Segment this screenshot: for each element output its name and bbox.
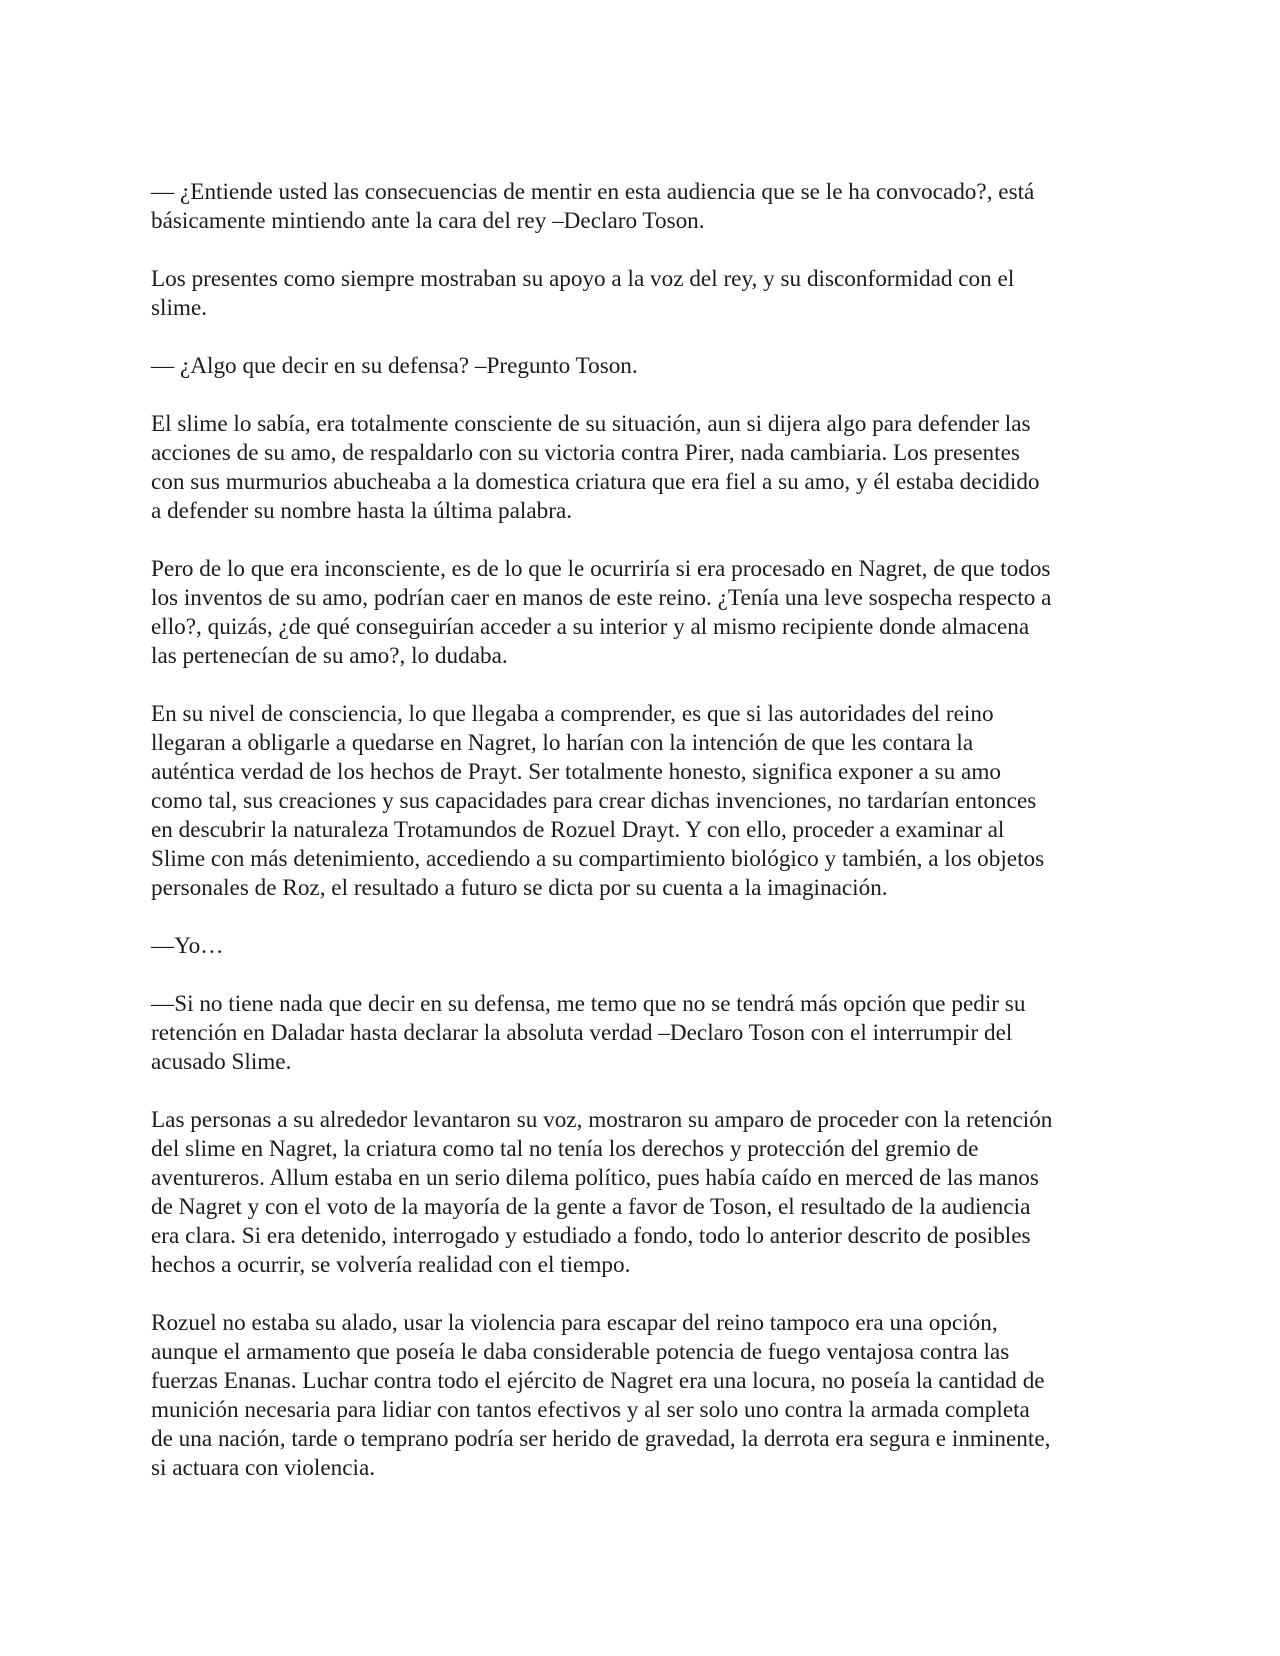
paragraph-accusation: — ¿Entiende usted las consecuencias de mentir en esta audiencia que se le ha convocado?, está básicamente mintiendo ante la cara del rey –Declaro Toson.: [151, 179, 1035, 234]
paragraph-defense-question: — ¿Algo que decir en su defensa? –Pregunto Toson.: [151, 353, 638, 379]
body-text: [151, 178, 1136, 1512]
paragraph-retention-request: —Si no tiene nada que decir en su defensa, me temo que no se tendrá más opción que pedir su retención en Daladar hasta declarar la absoluta verdad –Declaro Toson con el interrumpir del acusado Slime.: [151, 991, 1026, 1075]
paragraph-slime-reply: —Yo…: [151, 933, 224, 959]
paragraph-inventions-risk: Pero de lo que era inconsciente, es de lo que le ocurriría si era procesado en Nagret, de que todos los inventos de su amo, podrían caer en manos de este reino. ¿Tenía una leve sospecha respecto a ello?, quizás, ¿de qué conseguirían acceder a su interior y al mismo recipiente donde almacena las pertenecían de su amo?, lo dudaba.: [151, 556, 1052, 669]
paragraph-consciousness: En su nivel de consciencia, lo que llegaba a comprender, es que si las autoridades del reino llegaran a obligarle a quedarse en Nagret, lo harían con la intención de que les contara la auténtica verdad de los hechos de Prayt. Ser totalmente honesto, significa exponer a su amo como tal, sus creaciones y sus capacidades para crear dichas invenciones, no tardarían entonces en descubrir la naturaleza Trotamundos de Rozuel Drayt. Y con ello, proceder a examinar al Slime con más detenimiento, accediendo a su compartimiento biológico y también, a los objetos personales de Roz, el resultado a futuro se dicta por su cuenta a la imaginación.: [151, 701, 1045, 901]
paragraph-political-dilemma: Las personas a su alrededor levantaron su voz, mostraron su amparo de proceder con la retención del slime en Nagret, la criatura como tal no tenía los derechos y protección del gremio de aventureros. Allum estaba en un serio dilema político, pues había caído en merced de las manos de Nagret y con el voto de la mayoría de la gente a favor de Toson, el resultado de la audiencia era clara. Si era detenido, interrogado y estudiado a fondo, todo lo anterior descrito de posibles hechos a ocurrir, se volvería realidad con el tiempo.: [151, 1107, 1053, 1278]
paragraph-slime-awareness: El slime lo sabía, era totalmente consciente de su situación, aun si dijera algo para defender las acciones de su amo, de respaldarlo con su victoria contra Pirer, nada cambiaria. Los presentes con sus murmurios abucheaba a la domestica criatura que era fiel a su amo, y él estaba decidido a defender su nombre hasta la última palabra.: [151, 411, 1040, 524]
paragraph-audience-reaction: Los presentes como siempre mostraban su apoyo a la voz del rey, y su disconformidad con el slime.: [151, 266, 1015, 321]
paragraph-violence-option: Rozuel no estaba su alado, usar la violencia para escapar del reino tampoco era una opción, aunque el armamento que poseía le daba considerable potencia de fuego ventajosa contra las fuerzas Enanas. Luchar contra todo el ejército de Nagret era una locura, no poseía la cantidad de munición necesaria para lidiar con tantos efectivos y al ser solo uno contra la armada completa de una nación, tarde o temprano podría ser herido de gravedad, la derrota era segura e inminente, si actuara con violencia.: [151, 1310, 1051, 1481]
